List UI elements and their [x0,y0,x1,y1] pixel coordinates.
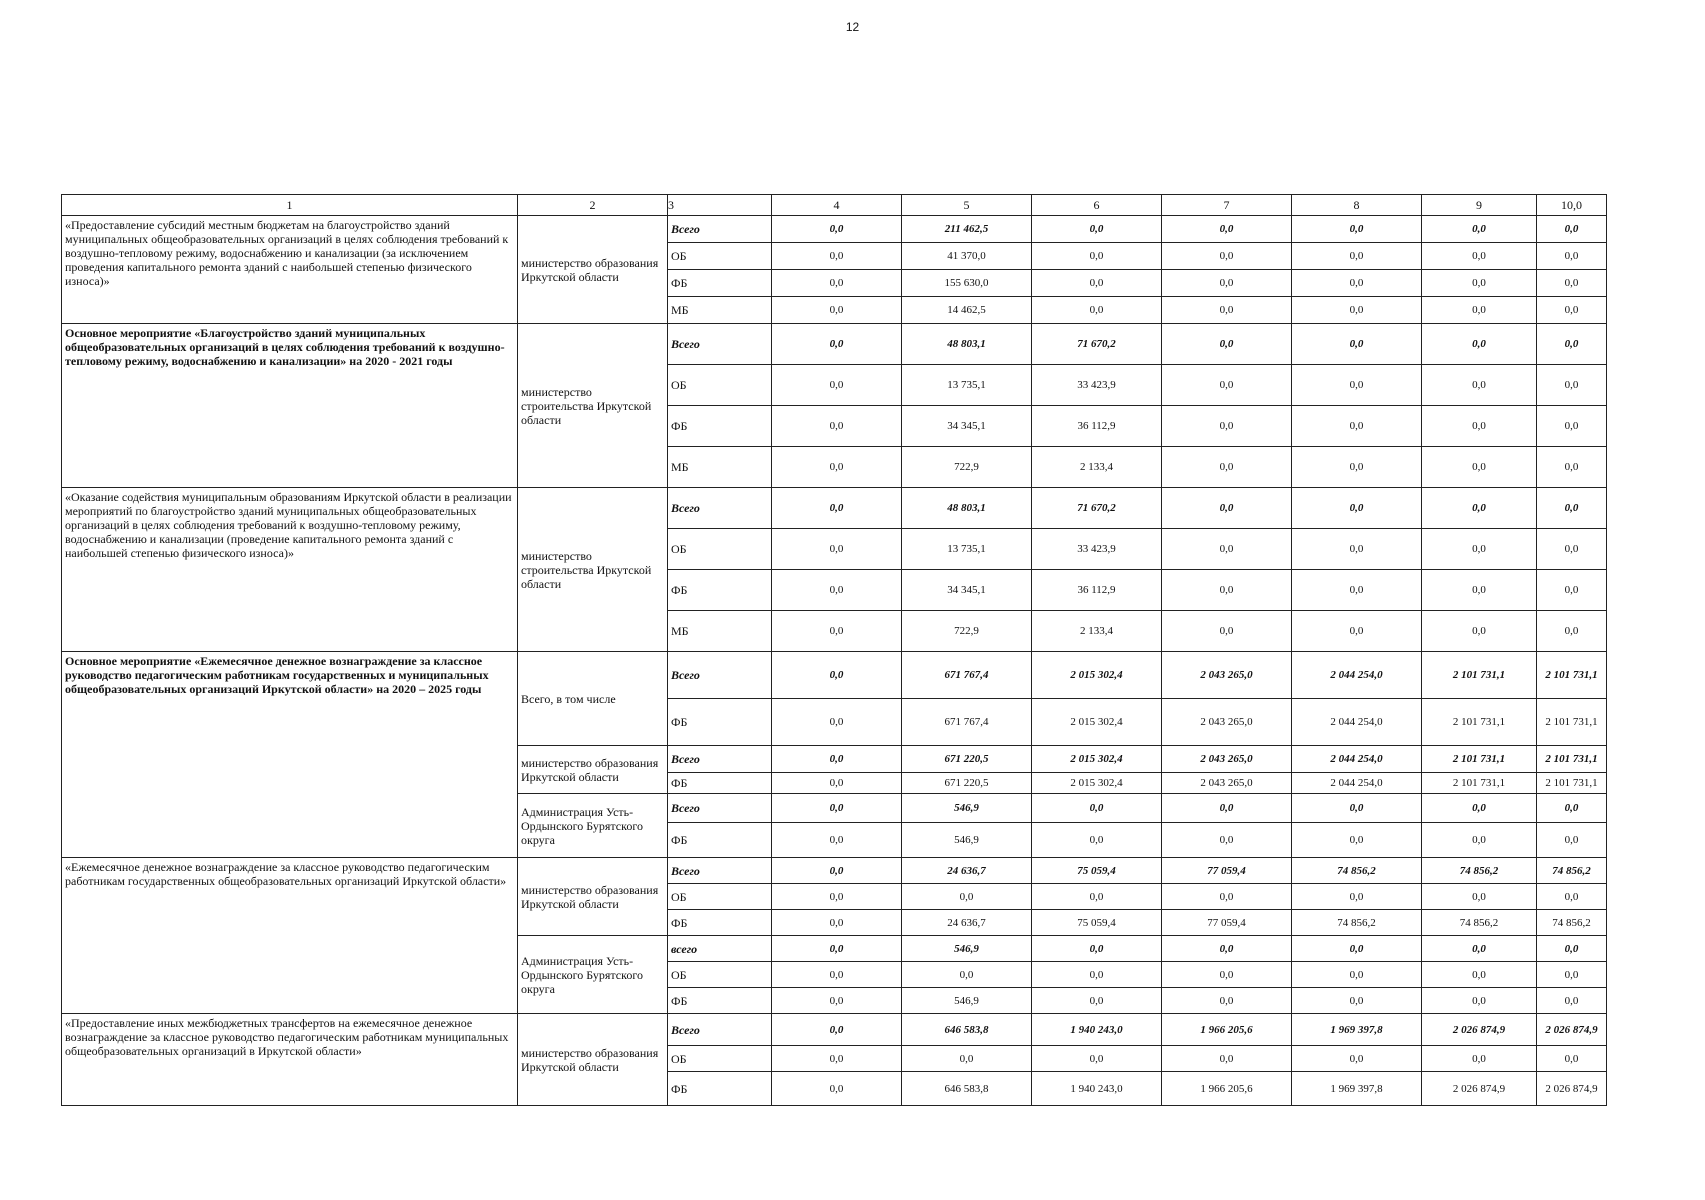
funding-source: ОБ [668,243,772,270]
amount-cell: 0,0 [1032,884,1162,910]
amount-cell: 0,0 [772,858,902,884]
amount-cell: 0,0 [1162,365,1292,406]
amount-cell: 0,0 [1537,884,1607,910]
amount-cell: 0,0 [772,570,902,611]
amount-cell: 671 767,4 [902,699,1032,746]
funding-source: ФБ [668,988,772,1014]
amount-cell: 2 015 302,4 [1032,652,1162,699]
amount-cell: 0,0 [1162,297,1292,324]
funding-source: Всего [668,858,772,884]
funding-source: МБ [668,447,772,488]
amount-cell: 74 856,2 [1422,858,1537,884]
activity-title: Основное мероприятие «Благоустройство зданий муниципальных общеобразовательных организаций в целях соблюдения требований к воздушно-тепловому режиму, водоснабжению и канализации» на 2020 - 2021 годы [62,324,518,488]
amount-cell: 671 220,5 [902,773,1032,794]
activity-title: Основное мероприятие «Ежемесячное денежное вознаграждение за классное руководство педагогическим работникам государственных и муниципальных общеобразовательных организаций Иркутской области» на 2020 – 2025 годы [62,652,518,858]
amount-cell: 0,0 [772,297,902,324]
amount-cell: 13 735,1 [902,365,1032,406]
funding-source: Всего [668,794,772,823]
amount-cell: 0,0 [1537,529,1607,570]
amount-cell: 36 112,9 [1032,570,1162,611]
amount-cell: 0,0 [1537,988,1607,1014]
amount-cell: 0,0 [772,270,902,297]
amount-cell: 0,0 [1292,823,1422,858]
amount-cell: 0,0 [1422,884,1537,910]
amount-cell: 2 101 731,1 [1422,652,1537,699]
activity-title: «Предоставление субсидий местным бюджетам на благоустройство зданий муниципальных общеобразовательных организаций в целях соблюдения требований к воздушно-тепловому режиму, водоснабжению и канализации (за исключением проведения капитального ремонта зданий с наибольшей степенью физического износа)» [62,216,518,324]
amount-cell: 0,0 [1292,406,1422,447]
amount-cell: 71 670,2 [1032,324,1162,365]
amount-cell: 0,0 [772,611,902,652]
amount-cell: 0,0 [772,773,902,794]
header-cell: 6 [1032,195,1162,216]
amount-cell: 0,0 [1162,936,1292,962]
amount-cell: 74 856,2 [1537,910,1607,936]
amount-cell: 33 423,9 [1032,529,1162,570]
amount-cell: 671 767,4 [902,652,1032,699]
amount-cell: 0,0 [1422,406,1537,447]
amount-cell: 1 966 205,6 [1162,1072,1292,1106]
amount-cell: 2 026 874,9 [1537,1014,1607,1046]
amount-cell: 0,0 [1537,365,1607,406]
amount-cell: 2 101 731,1 [1422,746,1537,773]
header-cell: 10,0 [1537,195,1607,216]
amount-cell: 0,0 [1162,823,1292,858]
amount-cell: 0,0 [1292,488,1422,529]
amount-cell: 2 044 254,0 [1292,746,1422,773]
amount-cell: 0,0 [1292,216,1422,243]
header-row [62,195,1607,216]
amount-cell: 546,9 [902,936,1032,962]
amount-cell: 155 630,0 [902,270,1032,297]
amount-cell: 0,0 [1422,1046,1537,1072]
amount-cell: 2 101 731,1 [1537,699,1607,746]
amount-cell: 0,0 [1032,297,1162,324]
page-number: 12 [845,20,860,34]
amount-cell: 2 043 265,0 [1162,652,1292,699]
amount-cell: 646 583,8 [902,1072,1032,1106]
amount-cell: 1 940 243,0 [1032,1014,1162,1046]
amount-cell: 0,0 [1162,243,1292,270]
funding-source: ФБ [668,773,772,794]
funding-source: Всего [668,324,772,365]
amount-cell: 0,0 [772,652,902,699]
amount-cell: 0,0 [1162,611,1292,652]
amount-cell: 0,0 [1162,447,1292,488]
amount-cell: 0,0 [1422,216,1537,243]
funding-source: всего [668,936,772,962]
amount-cell: 0,0 [1162,962,1292,988]
funding-source: ОБ [668,365,772,406]
amount-cell: 0,0 [1422,324,1537,365]
amount-cell: 0,0 [1422,365,1537,406]
amount-cell: 0,0 [1032,794,1162,823]
amount-cell: 41 370,0 [902,243,1032,270]
amount-cell: 2 043 265,0 [1162,746,1292,773]
amount-cell: 0,0 [1162,988,1292,1014]
amount-cell: 0,0 [772,216,902,243]
funding-source: ФБ [668,270,772,297]
funding-source: ОБ [668,1046,772,1072]
executor-cell: министерство строительства Иркутской области [518,324,668,488]
amount-cell: 0,0 [1292,447,1422,488]
header-cell: 9 [1422,195,1537,216]
amount-cell: 2 133,4 [1032,447,1162,488]
activity-title: «Оказание содействия муниципальным образованиям Иркутской области в реализации мероприятий по благоустройство зданий муниципальных общеобразовательных организаций в целях соблюдения требований к воздушно-тепловому режиму, водоснабжению и канализации (проведение капитального ремонта зданий с наибольшей степенью физического износа)» [62,488,518,652]
amount-cell: 0,0 [772,962,902,988]
amount-cell: 77 059,4 [1162,910,1292,936]
table-row [62,324,1607,365]
amount-cell: 0,0 [1032,823,1162,858]
executor-cell: министерство образования Иркутской области [518,858,668,936]
amount-cell: 722,9 [902,611,1032,652]
amount-cell: 0,0 [1292,1046,1422,1072]
amount-cell: 75 059,4 [1032,910,1162,936]
amount-cell: 0,0 [772,823,902,858]
amount-cell: 0,0 [1422,570,1537,611]
amount-cell: 0,0 [772,488,902,529]
amount-cell: 2 015 302,4 [1032,699,1162,746]
funding-source: ФБ [668,570,772,611]
executor-cell: министерство образования Иркутской области [518,216,668,324]
amount-cell: 0,0 [772,936,902,962]
amount-cell: 48 803,1 [902,488,1032,529]
amount-cell: 2 044 254,0 [1292,773,1422,794]
executor-cell: Администрация Усть-Ордынского Бурятского округа [518,794,668,858]
funding-source: ФБ [668,823,772,858]
amount-cell: 0,0 [1162,794,1292,823]
funding-source: Всего [668,1014,772,1046]
funding-source: ФБ [668,406,772,447]
amount-cell: 0,0 [1162,406,1292,447]
amount-cell: 0,0 [1032,936,1162,962]
amount-cell: 0,0 [1292,611,1422,652]
amount-cell: 0,0 [1292,962,1422,988]
funding-source: ФБ [668,699,772,746]
amount-cell: 0,0 [772,988,902,1014]
amount-cell: 2 026 874,9 [1422,1072,1537,1106]
amount-cell: 74 856,2 [1292,858,1422,884]
amount-cell: 2 101 731,1 [1422,773,1537,794]
table-row [62,652,1607,699]
header-cell: 1 [62,195,518,216]
amount-cell: 0,0 [1032,216,1162,243]
amount-cell: 0,0 [1032,988,1162,1014]
amount-cell: 0,0 [1537,488,1607,529]
amount-cell: 48 803,1 [902,324,1032,365]
funding-source: МБ [668,297,772,324]
amount-cell: 33 423,9 [1032,365,1162,406]
funding-source: Всего [668,488,772,529]
amount-cell: 0,0 [1422,823,1537,858]
amount-cell: 0,0 [1422,962,1537,988]
amount-cell: 646 583,8 [902,1014,1032,1046]
table-row [62,1014,1607,1046]
funding-source: ОБ [668,884,772,910]
amount-cell: 0,0 [1537,823,1607,858]
amount-cell: 0,0 [1162,529,1292,570]
amount-cell: 0,0 [1162,324,1292,365]
amount-cell: 0,0 [772,1014,902,1046]
amount-cell: 0,0 [1292,324,1422,365]
table-row [62,488,1607,529]
amount-cell: 2 044 254,0 [1292,699,1422,746]
amount-cell: 546,9 [902,794,1032,823]
amount-cell: 0,0 [772,1072,902,1106]
amount-cell: 1 966 205,6 [1162,1014,1292,1046]
amount-cell: 71 670,2 [1032,488,1162,529]
amount-cell: 1 969 397,8 [1292,1014,1422,1046]
amount-cell: 0,0 [1537,324,1607,365]
amount-cell: 0,0 [1292,365,1422,406]
table-row [62,858,1607,884]
amount-cell: 0,0 [772,406,902,447]
amount-cell: 0,0 [1032,270,1162,297]
funding-source: ФБ [668,1072,772,1106]
amount-cell: 0,0 [1292,936,1422,962]
amount-cell: 2 101 731,1 [1537,652,1607,699]
executor-cell: министерство образования Иркутской области [518,1014,668,1106]
amount-cell: 2 101 731,1 [1537,746,1607,773]
executor-cell: министерство образования Иркутской области [518,746,668,794]
amount-cell: 0,0 [772,365,902,406]
amount-cell: 1 969 397,8 [1292,1072,1422,1106]
amount-cell: 0,0 [772,884,902,910]
executor-cell: Администрация Усть-Ордынского Бурятского округа [518,936,668,1014]
amount-cell: 0,0 [1292,570,1422,611]
amount-cell: 722,9 [902,447,1032,488]
amount-cell: 0,0 [1032,962,1162,988]
header-cell: 5 [902,195,1032,216]
amount-cell: 34 345,1 [902,406,1032,447]
amount-cell: 74 856,2 [1537,858,1607,884]
amount-cell: 0,0 [1292,529,1422,570]
amount-cell: 671 220,5 [902,746,1032,773]
funding-source: МБ [668,611,772,652]
activity-title: «Предоставление иных межбюджетных трансфертов на ежемесячное денежное вознаграждение за классное руководство педагогическим работникам муниципальных общеобразовательных организаций в Иркутской области» [62,1014,518,1106]
amount-cell: 0,0 [1537,570,1607,611]
funding-source: ОБ [668,529,772,570]
executor-cell: Всего, в том числе [518,652,668,746]
amount-cell: 0,0 [772,324,902,365]
funding-source: Всего [668,216,772,243]
amount-cell: 546,9 [902,823,1032,858]
amount-cell: 0,0 [1537,447,1607,488]
amount-cell: 0,0 [772,910,902,936]
amount-cell: 74 856,2 [1292,910,1422,936]
amount-cell: 0,0 [1422,243,1537,270]
amount-cell: 0,0 [1292,297,1422,324]
amount-cell: 14 462,5 [902,297,1032,324]
amount-cell: 0,0 [1292,243,1422,270]
budget-table [61,194,1607,1106]
amount-cell: 2 101 731,1 [1422,699,1537,746]
amount-cell: 1 940 243,0 [1032,1072,1162,1106]
amount-cell: 2 026 874,9 [1422,1014,1537,1046]
amount-cell: 0,0 [1422,611,1537,652]
amount-cell: 2 043 265,0 [1162,699,1292,746]
amount-cell: 0,0 [902,884,1032,910]
amount-cell: 0,0 [1162,270,1292,297]
amount-cell: 0,0 [1537,297,1607,324]
amount-cell: 2 015 302,4 [1032,746,1162,773]
amount-cell: 0,0 [1422,794,1537,823]
amount-cell: 0,0 [1537,1046,1607,1072]
header-cell: 4 [772,195,902,216]
amount-cell: 0,0 [1537,611,1607,652]
amount-cell: 0,0 [1422,936,1537,962]
amount-cell: 546,9 [902,988,1032,1014]
amount-cell: 2 043 265,0 [1162,773,1292,794]
amount-cell: 24 636,7 [902,910,1032,936]
amount-cell: 0,0 [1292,988,1422,1014]
amount-cell: 0,0 [1032,1046,1162,1072]
amount-cell: 2 015 302,4 [1032,773,1162,794]
header-cell: 2 [518,195,668,216]
amount-cell: 0,0 [1537,270,1607,297]
amount-cell: 77 059,4 [1162,858,1292,884]
amount-cell: 0,0 [1162,216,1292,243]
activity-title: «Ежемесячное денежное вознаграждение за классное руководство педагогическим работникам государственных общеобразовательных организаций Иркутской области» [62,858,518,1014]
amount-cell: 0,0 [902,1046,1032,1072]
amount-cell: 0,0 [1537,243,1607,270]
amount-cell: 13 735,1 [902,529,1032,570]
header-cell: 8 [1292,195,1422,216]
amount-cell: 0,0 [772,699,902,746]
amount-cell: 0,0 [1292,884,1422,910]
amount-cell: 74 856,2 [1422,910,1537,936]
executor-cell: министерство строительства Иркутской области [518,488,668,652]
amount-cell: 0,0 [1292,270,1422,297]
amount-cell: 2 026 874,9 [1537,1072,1607,1106]
amount-cell: 2 133,4 [1032,611,1162,652]
amount-cell: 0,0 [1422,297,1537,324]
amount-cell: 211 462,5 [902,216,1032,243]
header-cell: 7 [1162,195,1292,216]
amount-cell: 0,0 [1162,570,1292,611]
amount-cell: 0,0 [1422,447,1537,488]
amount-cell: 2 101 731,1 [1537,773,1607,794]
amount-cell: 0,0 [902,962,1032,988]
amount-cell: 0,0 [772,529,902,570]
funding-source: ФБ [668,910,772,936]
amount-cell: 0,0 [1537,406,1607,447]
amount-cell: 0,0 [1032,243,1162,270]
amount-cell: 0,0 [1537,216,1607,243]
amount-cell: 0,0 [1162,884,1292,910]
amount-cell: 75 059,4 [1032,858,1162,884]
funding-source: Всего [668,652,772,699]
amount-cell: 0,0 [772,746,902,773]
amount-cell: 0,0 [1422,270,1537,297]
amount-cell: 24 636,7 [902,858,1032,884]
amount-cell: 36 112,9 [1032,406,1162,447]
amount-cell: 0,0 [772,243,902,270]
amount-cell: 0,0 [1162,488,1292,529]
amount-cell: 2 044 254,0 [1292,652,1422,699]
funding-source: Всего [668,746,772,773]
amount-cell: 0,0 [772,1046,902,1072]
amount-cell: 0,0 [1422,529,1537,570]
amount-cell: 0,0 [1162,1046,1292,1072]
amount-cell: 0,0 [1292,794,1422,823]
amount-cell: 0,0 [1422,988,1537,1014]
amount-cell: 0,0 [1537,794,1607,823]
header-cell: 3 [668,195,772,216]
amount-cell: 0,0 [1537,962,1607,988]
amount-cell: 0,0 [772,794,902,823]
table-row [62,216,1607,243]
amount-cell: 0,0 [1422,488,1537,529]
funding-source: ОБ [668,962,772,988]
amount-cell: 0,0 [772,447,902,488]
amount-cell: 34 345,1 [902,570,1032,611]
amount-cell: 0,0 [1537,936,1607,962]
